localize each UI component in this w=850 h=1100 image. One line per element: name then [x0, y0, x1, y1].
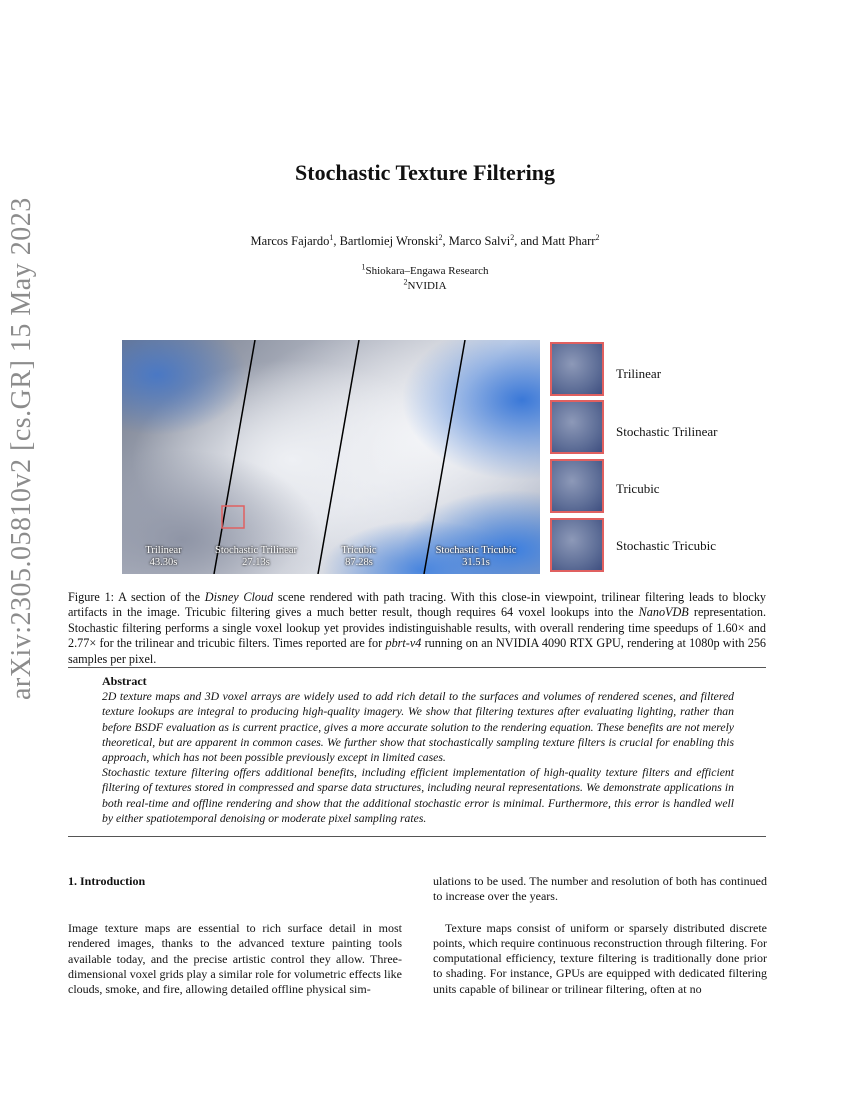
body-paragraph: Image texture maps are essential to rich surface detail in most rendered images, thanks to the advanced texture painting tools available today, and the precise artistic control they allow. Three-dimensional voxel grids play a similar role for volumetric effects like clouds, smoke, and fire, allowing detailed offline physical sim- [68, 921, 402, 997]
panel-label [126, 545, 201, 569]
author-separator: , [442, 234, 449, 248]
abstract-paragraph: 2D texture maps and 3D voxel arrays are widely used to add rich detail to the surfaces and volumes of rendered scenes, and filtered texture lookups are integral to producing high-quality imagery. We show that filtering textures after evaluating lighting, rather than before BSDF evaluation as is current practice, gives a more accurate solution to the rendering equation. These benefits are not merely theoretical, but are apparent in common cases. We further show that stochastically sampling texture filters is crucial for enabling this approach, which has not been possible previously except in limited cases. [102, 690, 734, 765]
inset-label: Stochastic Trilinear [616, 424, 718, 439]
author-affiliation-mark: 2 [438, 232, 443, 242]
inset-zoom-image [550, 518, 604, 572]
affiliation [0, 262, 850, 277]
caption-emphasis: Disney Cloud [204, 590, 274, 604]
figure-caption [68, 590, 766, 667]
right-column [433, 874, 767, 997]
caption-emphasis: pbrt-v4 [385, 636, 422, 651]
abstract-paragraph: Stochastic texture filtering offers additional benefits, including efficient implementation of high-quality texture filters and efficient filtering of textures stored in compressed and sparse data structures, including neural representations. We demonstrate applications in both real-time and offline rendering and show that the additional stochastic error is minimal. Furthermore, this error is handled well by either spatiotemporal denoising or moderate pixel sampling rates. [102, 766, 734, 825]
affiliation-name: NVIDIA [407, 280, 447, 292]
panel-divider-line [318, 340, 359, 574]
abstract-heading: Abstract [102, 674, 147, 688]
abstract-top-rule [68, 667, 766, 668]
panel-label [208, 545, 304, 569]
caption-text: Figure 1: A section of the [68, 590, 205, 604]
panel-divider-line [214, 340, 255, 574]
inset-zoom-image [550, 459, 604, 513]
author-separator: , [333, 234, 340, 248]
affiliation [0, 277, 850, 292]
panel-time: 31.51s [462, 557, 490, 568]
caption-emphasis: NanoVDB [638, 605, 689, 620]
panel-label [322, 545, 396, 569]
abstract-section [102, 674, 734, 826]
panel-dividers [122, 340, 540, 574]
panel-time: 43.30s [149, 557, 178, 568]
author-name: Marco Salvi [448, 234, 511, 248]
abstract-bottom-rule [68, 836, 766, 837]
author-affiliation-mark: 2 [510, 232, 515, 242]
arxiv-identifier-stamp: arXiv:2305.05810v2 [cs.GR] 15 May 2023 [6, 197, 37, 700]
panel-divider-line [424, 340, 465, 574]
body-paragraph: ulations to be used. The number and resolution of both has continued to increase over the years. [433, 874, 767, 904]
inset-label: Trilinear [616, 366, 662, 381]
author-list [0, 234, 850, 249]
affiliation-mark: 1 [361, 262, 366, 272]
inset-label: Tricubic [616, 481, 660, 496]
caption-text: representation. Stochastic filtering performs a single voxel lookup yet provides indistinguishable results, with overall rendering time speedups of 1.60× and 2.77× for the trilinear and tricubic filters. Times reported are for [68, 605, 767, 651]
body-paragraph: Texture maps consist of uniform or sparsely distributed discrete points, which require continuous reconstruction through filtering. For computational efficiency, texture filtering is traditionally done prior to shading. For instance, GPUs are equipped with dedicated filtering units capable of bilinear or trilinear filtering, often at no [433, 920, 767, 996]
panel-method: Stochastic Tricubic [435, 545, 517, 556]
cloud-render-image [122, 340, 540, 574]
author-affiliation-mark: 1 [329, 232, 334, 242]
author-affiliation-mark: 2 [595, 232, 600, 242]
panel-time: 27.13s [242, 557, 270, 568]
paper-title: Stochastic Texture Filtering [295, 160, 555, 185]
panel-method: Trilinear [145, 545, 182, 556]
left-column [68, 921, 402, 997]
caption-text: running on an NVIDIA 4090 RTX GPU, rendering at 1080p with 256 samples per pixel. [68, 636, 767, 666]
author-name: Marcos Fajardo [250, 234, 330, 248]
caption-text: scene rendered with path tracing. With this close-in viewpoint, trilinear filtering leads to blocky artifacts in the image. Tricubic filtering gives a much better result, though requires 64 voxel lookups into the [68, 590, 767, 620]
author-name: Bartlomiej Wronski [339, 234, 439, 248]
author-name: Matt Pharr [541, 234, 596, 248]
panel-method: Tricubic [341, 545, 377, 556]
section-heading: 1. Introduction [68, 874, 146, 888]
affiliation-name: Shiokara–Engawa Research [365, 265, 489, 277]
panel-time: 87.28s [345, 557, 373, 568]
inset-zoom-image [550, 400, 604, 454]
author-separator: , and [514, 234, 542, 248]
panel-method: Stochastic Trilinear [215, 545, 297, 556]
inset-label: Stochastic Tricubic [616, 538, 717, 553]
inset-zoom-image [550, 342, 604, 396]
panel-label [424, 545, 528, 569]
affiliation-mark: 2 [403, 277, 408, 287]
